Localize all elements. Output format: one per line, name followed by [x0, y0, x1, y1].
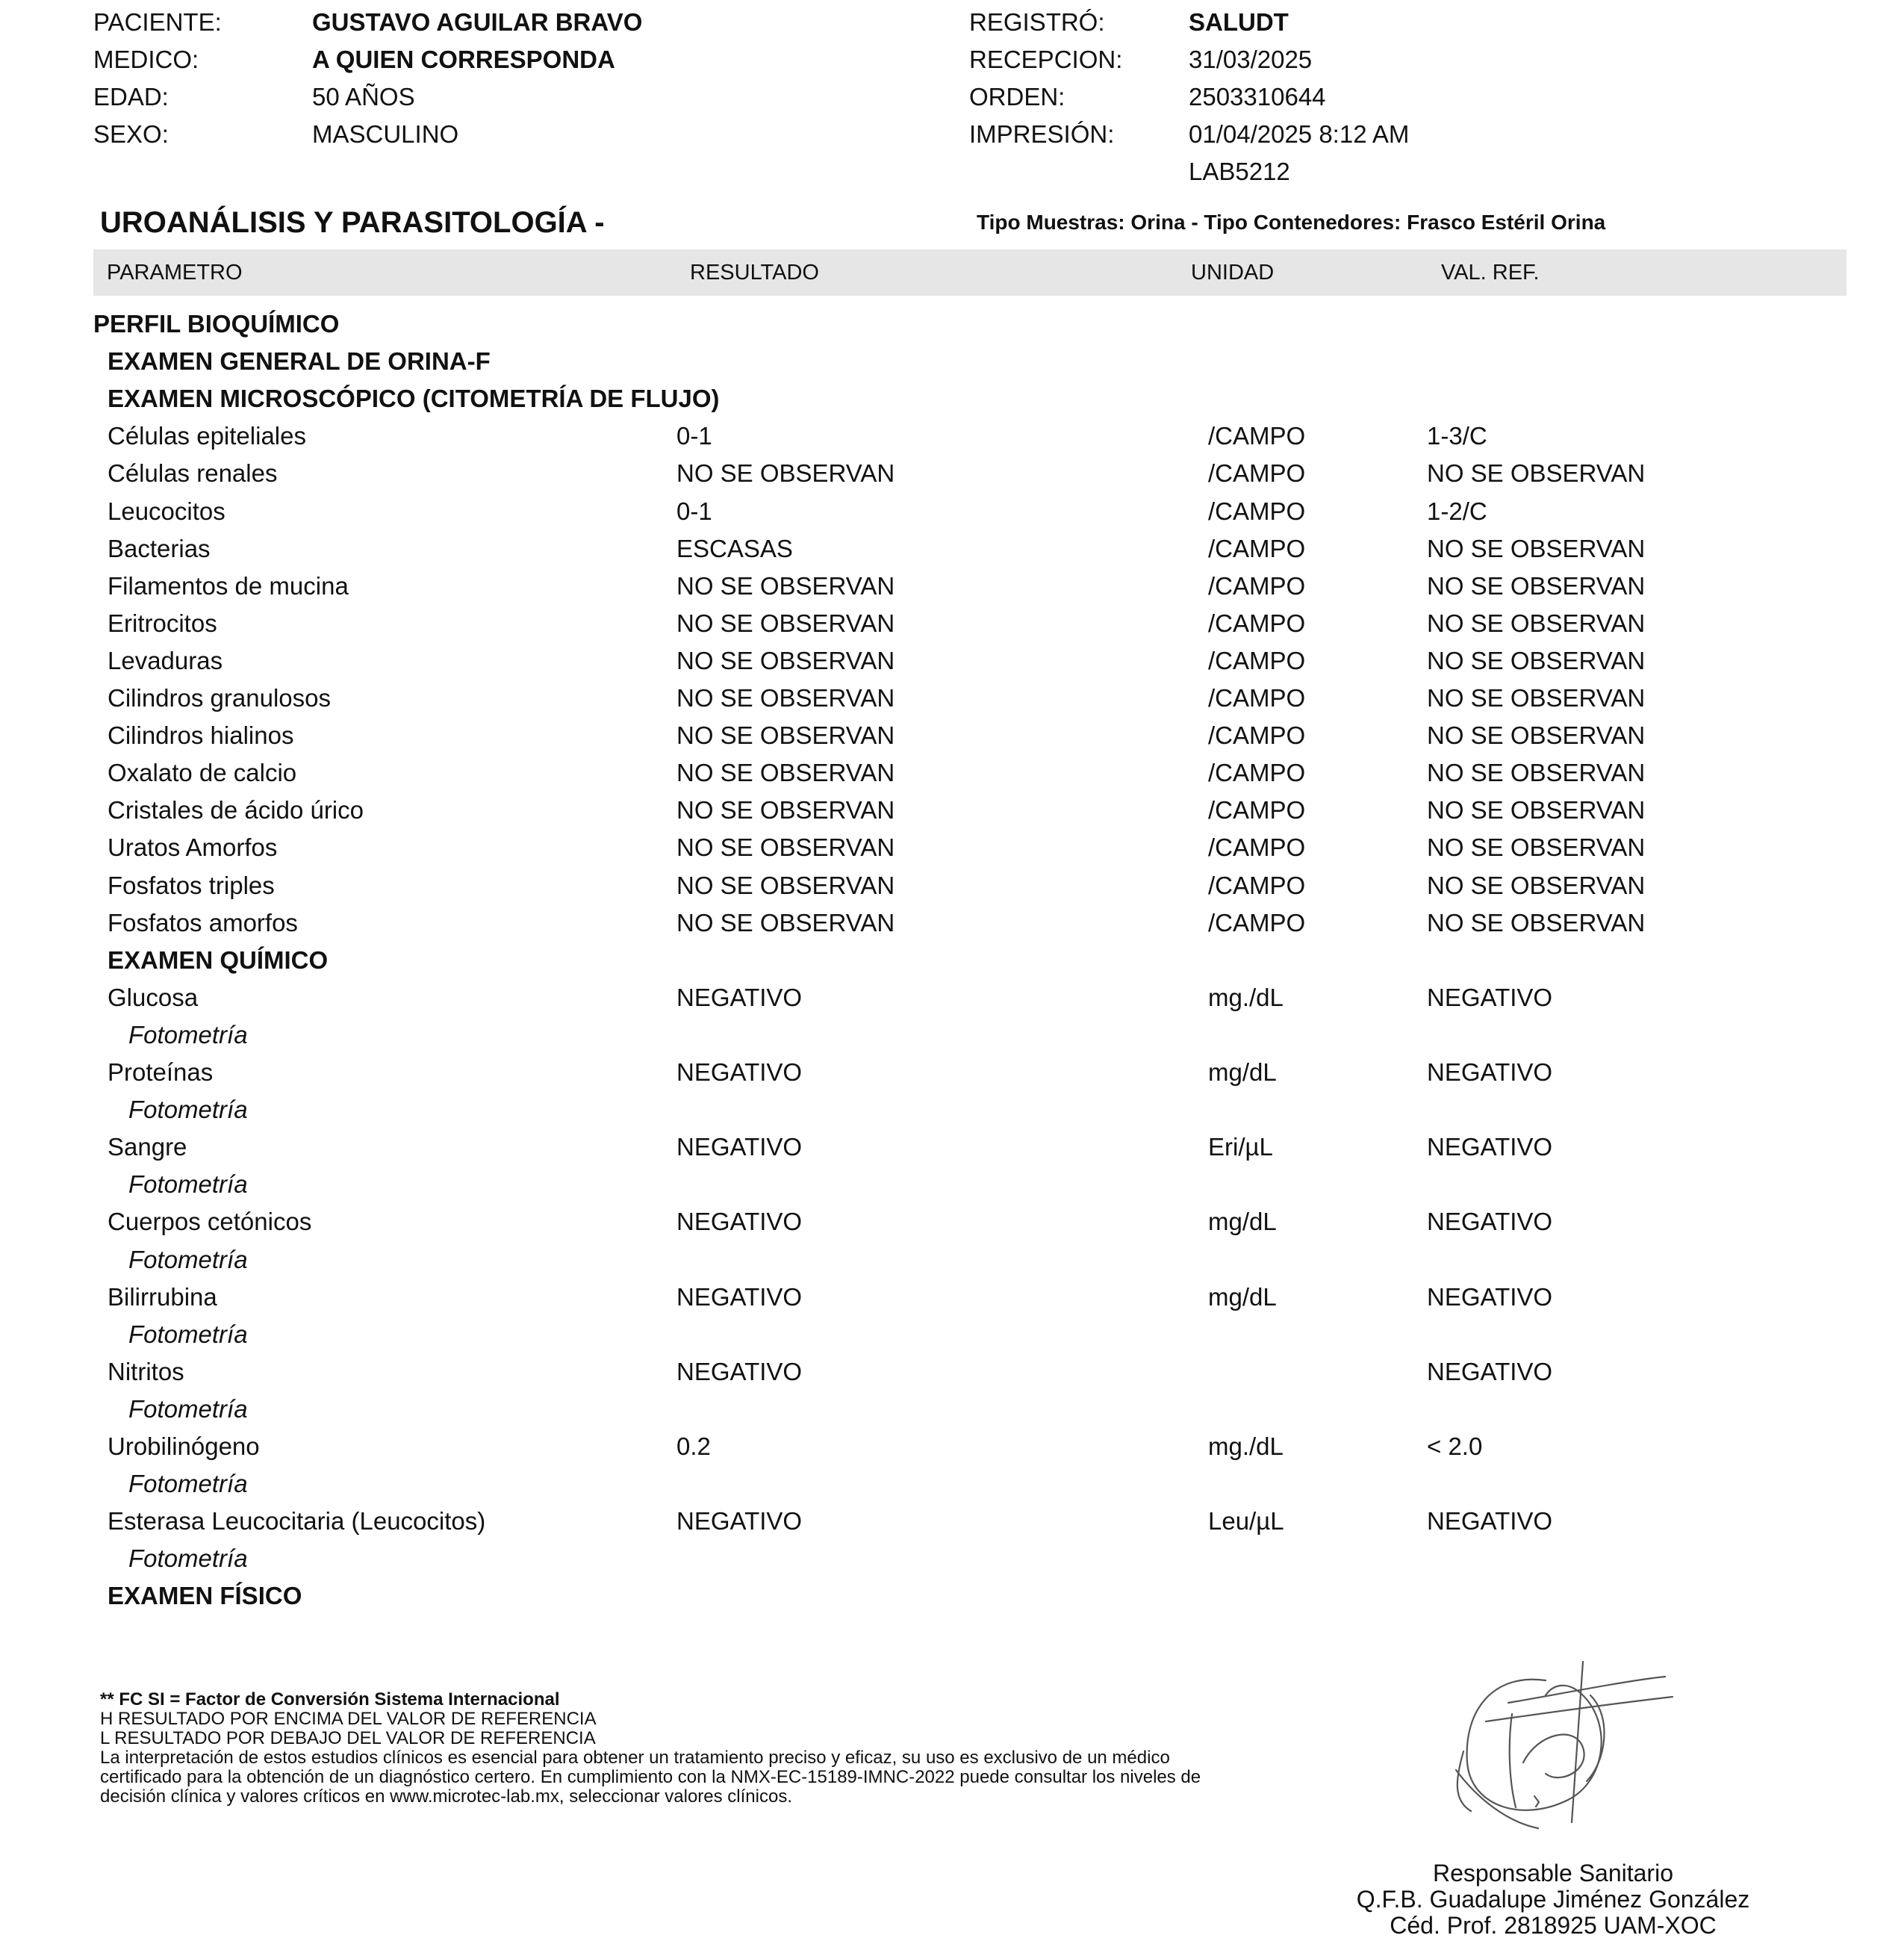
table-row: [0, 455, 1904, 492]
row-parameter: Bilirrubina: [108, 1282, 217, 1311]
row-unit: /CAMPO: [1208, 534, 1306, 562]
label-paciente: PACIENTE:: [93, 8, 222, 36]
column-header-result: RESULTADO: [690, 261, 819, 285]
table-row: [0, 1203, 1904, 1240]
row-reference: 1-2/C: [1427, 497, 1487, 525]
row-reference: NO SE OBSERVAN: [1427, 534, 1646, 562]
row-unit: /CAMPO: [1208, 497, 1306, 525]
table-row: [0, 867, 1904, 904]
row-result: NO SE OBSERVAN: [676, 721, 895, 750]
table-row: [0, 642, 1904, 680]
row-result: NO SE OBSERVAN: [676, 796, 895, 825]
row-reference: NEGATIVO: [1427, 1133, 1553, 1161]
section-row: [0, 1577, 1904, 1615]
label-recepcion: RECEPCION:: [969, 46, 1123, 73]
row-parameter: Células renales: [108, 459, 278, 488]
signature-role: Responsable Sanitario: [1433, 1860, 1673, 1887]
row-reference: NEGATIVO: [1427, 1507, 1553, 1535]
footer-disclaimer-3: decisión clínica y valores críticos en www.microtec-lab.mx, seleccionar valores clínicos.: [100, 1786, 792, 1807]
table-row: [0, 493, 1904, 530]
row-result: NO SE OBSERVAN: [676, 759, 895, 787]
row-parameter: Eritrocitos: [108, 609, 217, 637]
row-parameter: Uratos Amorfos: [108, 833, 278, 862]
row-reference: NO SE OBSERVAN: [1427, 646, 1646, 674]
row-unit: /CAMPO: [1208, 609, 1306, 637]
row-result: NO SE OBSERVAN: [676, 684, 895, 712]
row-unit: /CAMPO: [1208, 646, 1306, 674]
table-row: [0, 792, 1904, 829]
row-result: NO SE OBSERVAN: [676, 609, 895, 637]
row-parameter: Fotometría: [128, 1394, 248, 1423]
row-parameter: Proteínas: [108, 1058, 214, 1086]
row-parameter: Filamentos de mucina: [108, 571, 349, 600]
order-number: 2503310644: [1189, 83, 1326, 111]
doctor-name: A QUIEN CORRESPONDA: [312, 46, 615, 73]
label-edad: EDAD:: [93, 83, 169, 111]
column-header-ref: VAL. REF.: [1441, 261, 1540, 285]
row-result: NEGATIVO: [676, 1507, 803, 1535]
row-result: NEGATIVO: [676, 1058, 803, 1086]
row-reference: NO SE OBSERVAN: [1427, 796, 1646, 825]
row-unit: mg/dL: [1208, 1282, 1277, 1311]
method-row: [0, 1391, 1904, 1428]
row-unit: mg/dL: [1208, 1208, 1277, 1236]
table-row: [0, 1054, 1904, 1091]
row-unit: Eri/µL: [1208, 1133, 1273, 1161]
row-reference: NO SE OBSERVAN: [1427, 759, 1646, 787]
method-row: [0, 1091, 1904, 1128]
row-reference: NO SE OBSERVAN: [1427, 908, 1646, 937]
row-reference: < 2.0: [1427, 1432, 1483, 1460]
row-result: NO SE OBSERVAN: [676, 459, 895, 488]
row-unit: Leu/µL: [1208, 1507, 1284, 1535]
row-unit: /CAMPO: [1208, 833, 1306, 862]
row-parameter: Urobilinógeno: [108, 1432, 260, 1460]
registered-by: SALUDT: [1189, 8, 1289, 36]
table-row: [0, 754, 1904, 792]
patient-name: GUSTAVO AGUILAR BRAVO: [312, 8, 643, 36]
table-row: [0, 979, 1904, 1016]
row-reference: NEGATIVO: [1427, 1058, 1553, 1086]
signature-license: Céd. Prof. 2818925 UAM-XOC: [1390, 1912, 1717, 1939]
table-row: [0, 417, 1904, 455]
patient-sex: MASCULINO: [312, 120, 459, 148]
row-parameter: Leucocitos: [108, 497, 225, 525]
label-orden: ORDEN:: [969, 83, 1065, 111]
row-result: 0-1: [676, 422, 712, 450]
section-row: [0, 942, 1904, 979]
row-result: ESCASAS: [676, 534, 793, 562]
row-result: NEGATIVO: [676, 1208, 803, 1236]
row-reference: NO SE OBSERVAN: [1427, 684, 1646, 712]
method-row: [0, 1540, 1904, 1577]
reception-date: 31/03/2025: [1189, 46, 1313, 73]
row-reference: NEGATIVO: [1427, 1282, 1553, 1311]
row-reference: NO SE OBSERVAN: [1427, 833, 1646, 862]
patient-age: 50 AÑOS: [312, 83, 415, 111]
table-row: [0, 1279, 1904, 1316]
row-parameter: EXAMEN FÍSICO: [108, 1582, 302, 1610]
table-row: [0, 717, 1904, 754]
section-row: [0, 305, 1904, 343]
footer-disclaimer-1: La interpretación de estos estudios clínicos es esencial para obtener un tratamiento preciso y eficaz, su uso es exclusivo de un médico: [100, 1748, 1170, 1768]
row-reference: NO SE OBSERVAN: [1427, 721, 1646, 750]
row-parameter: Bacterias: [108, 534, 211, 562]
method-row: [0, 1166, 1904, 1203]
row-parameter: Fotometría: [128, 1096, 248, 1124]
row-parameter: EXAMEN QUÍMICO: [108, 945, 329, 974]
column-header-unit: UNIDAD: [1191, 261, 1275, 285]
row-reference: 1-3/C: [1427, 422, 1487, 450]
label-medico: MEDICO:: [93, 46, 199, 73]
row-parameter: Sangre: [108, 1133, 187, 1161]
row-result: NEGATIVO: [676, 1133, 803, 1161]
row-unit: /CAMPO: [1208, 796, 1306, 825]
section-row: [0, 343, 1904, 380]
row-parameter: Levaduras: [108, 646, 223, 674]
row-reference: NO SE OBSERVAN: [1427, 571, 1646, 600]
method-row: [0, 1016, 1904, 1054]
column-header-param: PARAMETRO: [107, 261, 243, 285]
row-parameter: Cuerpos cetónicos: [108, 1208, 312, 1236]
table-row: [0, 1428, 1904, 1465]
row-result: 0-1: [676, 497, 712, 525]
row-result: NO SE OBSERVAN: [676, 833, 895, 862]
footer-note-fc: ** FC SI = Factor de Conversión Sistema Internacional: [100, 1689, 560, 1710]
row-unit: /CAMPO: [1208, 459, 1306, 488]
lab-code: LAB5212: [1189, 158, 1290, 185]
row-reference: NEGATIVO: [1427, 1208, 1553, 1236]
row-result: NEGATIVO: [676, 983, 803, 1011]
row-parameter: Fotometría: [128, 1470, 248, 1498]
table-row: [0, 1128, 1904, 1166]
handwritten-signature: [1434, 1651, 1687, 1845]
footer-note-low: L RESULTADO POR DEBAJO DEL VALOR DE REFERENCIA: [100, 1728, 596, 1748]
print-datetime: 01/04/2025 8:12 AM: [1189, 120, 1410, 148]
row-unit: mg./dL: [1208, 1432, 1284, 1460]
row-result: NO SE OBSERVAN: [676, 871, 895, 899]
row-parameter: Fotometría: [128, 1544, 248, 1573]
row-unit: /CAMPO: [1208, 721, 1306, 750]
row-result: NEGATIVO: [676, 1282, 803, 1311]
row-parameter: Oxalato de calcio: [108, 759, 297, 787]
row-result: NO SE OBSERVAN: [676, 908, 895, 937]
sample-info: Tipo Muestras: Orina - Tipo Contenedores: Frasco Estéril Orina: [977, 211, 1606, 234]
row-parameter: Fotometría: [128, 1320, 248, 1348]
row-parameter: Nitritos: [108, 1357, 184, 1385]
row-parameter: Fosfatos amorfos: [108, 908, 298, 937]
section-title: UROANÁLISIS Y PARASITOLOGÍA -: [100, 206, 605, 239]
row-result: NEGATIVO: [676, 1357, 803, 1385]
row-result: NO SE OBSERVAN: [676, 571, 895, 600]
row-parameter: Fotometría: [128, 1245, 248, 1273]
label-impresion: IMPRESIÓN:: [969, 120, 1115, 148]
row-reference: NO SE OBSERVAN: [1427, 609, 1646, 637]
row-parameter: PERFIL BIOQUÍMICO: [93, 310, 340, 338]
row-unit: mg./dL: [1208, 983, 1284, 1011]
row-parameter: Glucosa: [108, 983, 199, 1011]
row-parameter: Cilindros granulosos: [108, 684, 331, 712]
footer-note-high: H RESULTADO POR ENCIMA DEL VALOR DE REFERENCIA: [100, 1709, 597, 1729]
row-result: NO SE OBSERVAN: [676, 646, 895, 674]
row-unit: /CAMPO: [1208, 571, 1306, 600]
method-row: [0, 1316, 1904, 1353]
table-row: [0, 1353, 1904, 1391]
row-reference: NO SE OBSERVAN: [1427, 871, 1646, 899]
section-row: [0, 380, 1904, 417]
row-parameter: Células epiteliales: [108, 422, 306, 450]
row-parameter: EXAMEN MICROSCÓPICO (CITOMETRÍA DE FLUJO): [108, 385, 720, 413]
row-reference: NO SE OBSERVAN: [1427, 459, 1646, 488]
label-sexo: SEXO:: [93, 120, 169, 148]
table-row: [0, 904, 1904, 942]
row-parameter: Cristales de ácido úrico: [108, 796, 364, 825]
table-row: [0, 829, 1904, 866]
row-unit: /CAMPO: [1208, 908, 1306, 937]
row-reference: NEGATIVO: [1427, 1357, 1553, 1385]
row-parameter: Esterasa Leucocitaria (Leucocitos): [108, 1507, 486, 1535]
row-unit: mg/dL: [1208, 1058, 1277, 1086]
row-unit: /CAMPO: [1208, 759, 1306, 787]
row-parameter: Fotometría: [128, 1170, 248, 1199]
row-unit: /CAMPO: [1208, 684, 1306, 712]
table-row: [0, 680, 1904, 717]
row-reference: NEGATIVO: [1427, 983, 1553, 1011]
column-header-bar: [93, 249, 1847, 296]
row-parameter: Fosfatos triples: [108, 871, 275, 899]
row-parameter: EXAMEN GENERAL DE ORINA-F: [108, 347, 491, 376]
table-row: [0, 1503, 1904, 1540]
table-row: [0, 605, 1904, 642]
footer-disclaimer-2: certificado para la obtención de un diagnóstico certero. En cumplimiento con la NMX-EC-15189-IMNC-2022 puede consultar los niveles de: [100, 1767, 1201, 1787]
method-row: [0, 1465, 1904, 1503]
row-unit: /CAMPO: [1208, 871, 1306, 899]
table-row: [0, 530, 1904, 568]
table-row: [0, 568, 1904, 605]
method-row: [0, 1241, 1904, 1279]
signature-name: Q.F.B. Guadalupe Jiménez González: [1356, 1886, 1750, 1913]
label-registro: REGISTRÓ:: [969, 8, 1105, 36]
row-result: 0.2: [676, 1432, 711, 1460]
row-parameter: Cilindros hialinos: [108, 721, 294, 750]
row-unit: /CAMPO: [1208, 422, 1306, 450]
row-parameter: Fotometría: [128, 1020, 248, 1049]
